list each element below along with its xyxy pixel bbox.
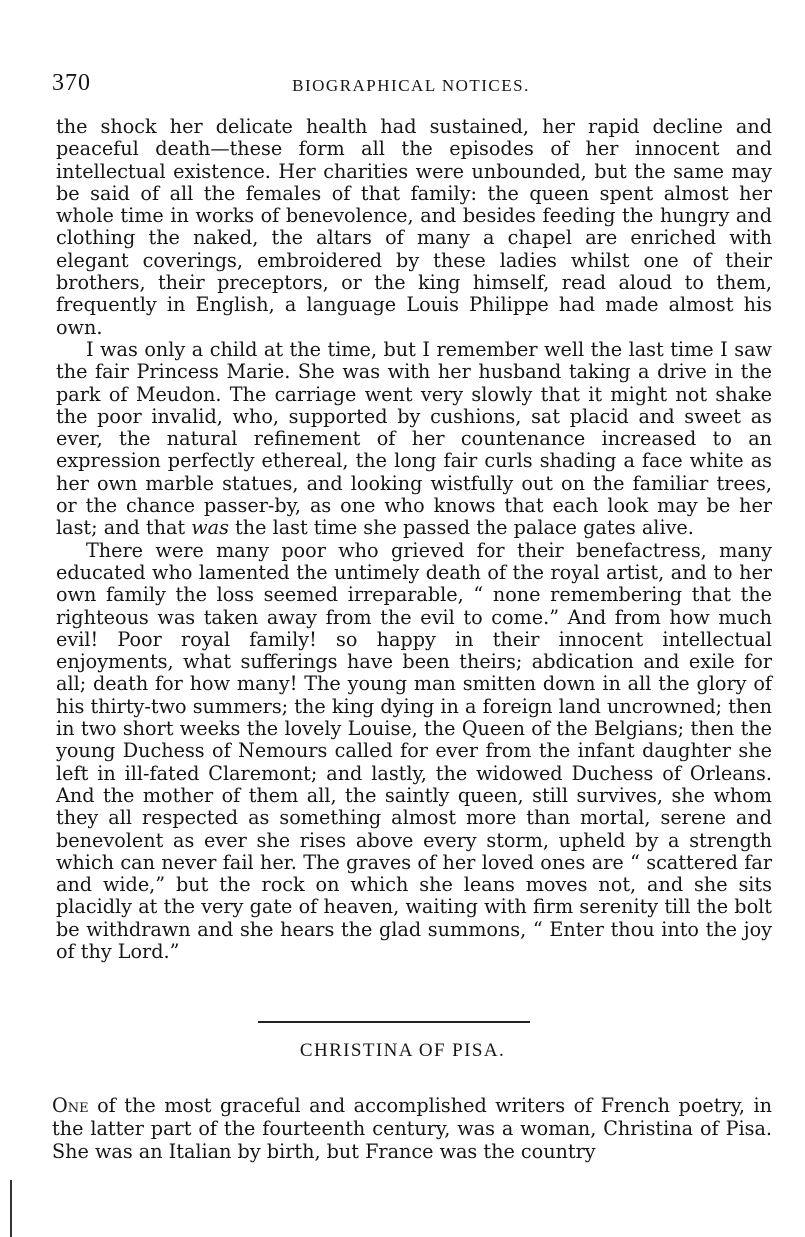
section-body [52, 1095, 772, 1163]
paragraph-2-text: I was only a child at the time, but I remember well the last time I saw the fair Princess Marie. She was with her husband taking a drive in the park of Meudon. The carriage went very slowly that it might not shake the poor invalid, who, supported by cushions, sat placid and sweet as ever, the natural refinement of her countenance increased to an expression perfectly ethereal, the long fair curls shading a face white as her own marble statues, and looking wistfully out on the familiar trees, or the chance passer-by, as one who knows that each look may be her last; and that [56, 337, 772, 540]
section-title: CHRISTINA OF PISA. [299, 1040, 506, 1061]
page-header [52, 70, 770, 100]
page-number: 370 [52, 70, 91, 96]
paragraph-3: There were many poor who grieved for their benefactress, many educated who lamented the untimely death of the royal artist, and to her own family the loss seemed irreparable, “ none remembering that the righteous was taken away from the evil to come.” And from how much evil! Poor royal family! so happy in their innocent intellectual enjoyments, what sufferings have been theirs; abdication and exile for all; death for how many! The young man smitten down in all the glory of his thirty-two summers; the king dying in a foreign land uncrowned; then in two short weeks the lovely Louise, the Queen of the Belgians; then the young Duchess of Nemours called for ever from the infant daughter she left in ill-fated Claremont; and lastly, the widowed Duchess of Orleans. And the mother of them all, the saintly queen, still survives, she whom they all respected as something almost more than mortal, serene and benevolent as ever she rises above every storm, upheld by a strength which can never fail her. The graves of her loved ones are “ scattered far and wide,” but the rock on which she leans moves not, and she sits placidly at the very gate of heaven, waiting with firm serenity till the bolt be withdrawn and she hears the glad summons, “ Enter thou into the joy of thy Lord.” [56, 538, 772, 963]
opening-word: One [52, 1094, 89, 1117]
section-paragraph [52, 1095, 772, 1163]
running-head: BIOGRAPHICAL NOTICES. [292, 76, 530, 95]
paragraph-1: the shock her delicate health had sustained, her rapid decline and peaceful death—these form all the episodes of her innocent and intellectual existence. Her charities were unbounded, but the same may be said of all the females of that family: the queen spent almost her whole time in works of benevolence, and besides feeding the hungry and clothing the naked, the altars of many a chapel are enriched with elegant coverings, embroidered by these ladies whilst one of their brothers, their preceptors, or the king himself, read aloud to them, frequently in English, a language Louis Philippe had made almost his own. [56, 115, 772, 339]
section-opening-text: of the most graceful and accomplished writers of French poetry, in the latter part of the fourteenth century, was a woman, Christina of Pisa. She was an Italian by birth, but France was the country [52, 1094, 772, 1163]
section-divider [258, 1021, 530, 1023]
paragraph-2-tail: the last time she passed the palace gates alive. [235, 516, 694, 540]
paragraph-2-italic: was [191, 516, 229, 540]
binding-edge-line [10, 1180, 12, 1237]
paragraph-2 [56, 339, 772, 540]
main-text [56, 116, 772, 963]
